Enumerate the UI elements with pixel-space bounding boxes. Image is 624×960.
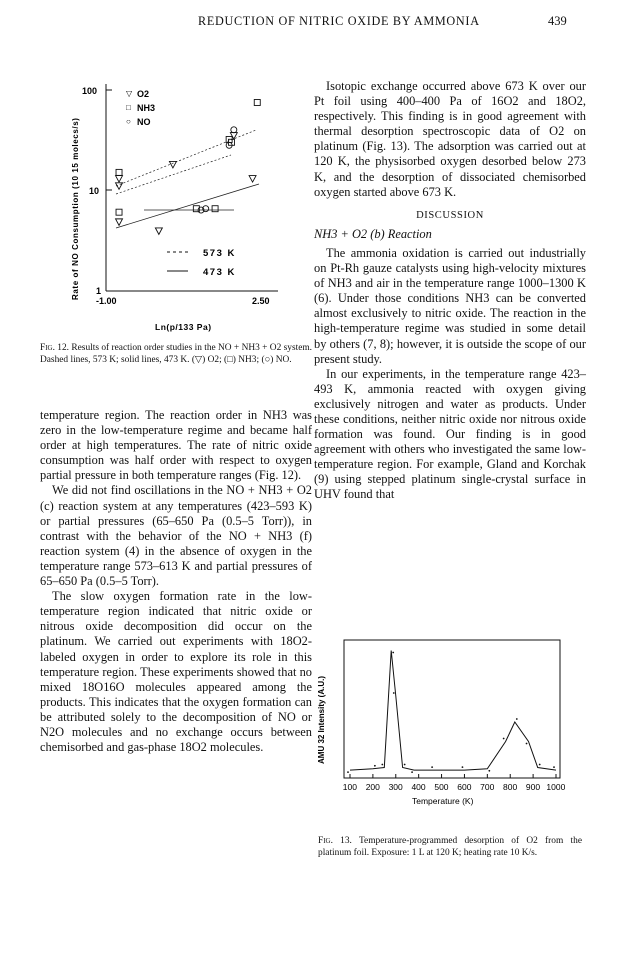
data-point-no [231,127,237,133]
data-point-o2 [249,176,256,183]
data-point-nh3 [116,209,122,215]
noise-point [381,764,383,766]
legend-no-label: NO [137,117,151,127]
x-tick-label: 500 [434,782,449,792]
plot-frame [344,640,560,778]
data-point-o2 [155,228,162,235]
noise-point [553,766,555,768]
tpd-curve [350,651,556,771]
noise-point [526,743,528,745]
x-tick-label: -1.00 [96,296,117,306]
right-column [314,79,586,503]
x-tick-label: 800 [503,782,518,792]
x-ticks [343,774,566,792]
figure-12-caption-label: Fig. 12. [40,343,70,353]
figure-12-caption-text: Results of reaction order studies in the NO + NH3 + O2 system. Dashed lines, 573 K; solid lines, 473 K. (▽) O2; (□) NH3; (○) NO. [40,343,312,365]
running-header [0,14,624,34]
tpd-points [347,652,555,773]
noise-point [539,764,541,766]
left-paragraph-3: The slow oxygen formation rate in the low-temperature region indicated that nitric oxide or nitrous oxide decomposition did occur on the platinum. We carried out experiments with 18O2-labeled oxygen in order to explore its role in this temperature region. These experiments showed that no mixed 18O16O molecules appeared among the products. This indicates that the oxygen formation can be attributed solely to the decomposition of NO or N2O molecules and no exchange occurs between chemisorbed and gas-phase 18O2 molecules. [40,589,312,755]
noise-point [462,766,464,768]
noise-point [488,770,490,772]
data-point-o2 [169,161,176,168]
y-tick-label: 100 [82,86,98,96]
noise-point [374,765,376,767]
data-point-nh3 [212,206,218,212]
y-tick-label: 10 [89,186,100,196]
right-paragraph-2: The ammonia oxidation is carried out industrially on Pt-Rh gauze catalysts using high-velocity mixtures of NH3 and air in the temperature range 1000–1300 K (6). Under those conditions NH3 can be converted almost exclusively to nitric oxide. The reaction in the high-temperature regime was studied in some detail by others (7, 8); however, it is outside the scope of our present study. [314,245,586,366]
x-tick-label: 700 [480,782,495,792]
running-title: REDUCTION OF NITRIC OXIDE BY AMMONIA [198,14,480,28]
noise-point [404,764,406,766]
noise-point [516,718,518,720]
left-paragraph-2: We did not find oscillations in the NO + NH3 + O2 (c) reaction system at any temperatures (423–593 K) or partial pressures (65–650 Pa (0.5–5 Torr)), in contrast with the behavior of the NO + NH3 (f) reaction system (4) in the absence of oxygen in the temperature range 573–613 K and partial pressures of 65–650 Pa (0.5–5 Torr). [40,483,312,589]
data-point-nh3 [116,169,122,175]
y-tick-label: 1 [96,286,102,296]
legend-473k-label: 473 K [203,267,236,278]
fit-line-573k-o2 [116,155,231,194]
section-heading-discussion: DISCUSSION [416,209,484,221]
x-tick-label: 400 [411,782,426,792]
legend-nh3-symbol: □ [126,103,131,112]
noise-point [411,771,413,773]
x-tick-label: 100 [342,782,357,792]
figure-13-caption-text: Temperature-programmed desorption of O2 from the platinum foil. Exposure: 1 L at 120 K; heating rate 10 K/s. [318,836,582,858]
x-tick-label: 900 [525,782,541,792]
x-tick-label: 2.50 [252,296,270,306]
figure-13-chart [310,634,592,810]
page-number: 439 [548,14,567,28]
figure-12-chart [56,72,318,340]
left-column [40,408,312,755]
legend-nh3-label: NH3 [137,103,156,113]
y-axis-label: AMU 32 Intensity (A.U.) [317,675,326,764]
subsection-heading: NH3 + O2 (b) Reaction [314,226,432,241]
x-tick-label: 600 [457,782,472,792]
noise-point [431,766,433,768]
x-tick-label: 200 [365,782,380,792]
noise-point [503,738,505,740]
x-tick-label: 300 [388,782,403,792]
x-axis-label: Temperature (K) [412,796,474,806]
noise-point [347,771,349,773]
noise-point [393,692,395,694]
figure-13-caption-label: Fig. 13. [318,836,352,846]
data-point-o2 [116,176,123,183]
legend-o2-label: O2 [137,89,150,99]
fit-line-573k-nh3 [116,130,256,186]
data-point-nh3 [254,99,260,105]
data-point-o2 [116,219,123,226]
figure-12-caption [40,343,312,366]
y-axis-label: Rate of NO Consumption (10 15 molecs/s) [71,117,80,300]
fit-line-473k-o2 [116,184,259,228]
right-paragraph-3: In our experiments, in the temperature range 423–493 K, ammonia reacted with oxygen giving exclusively nitrogen and water as products. Under these conditions, neither nitric oxide nor nitrous oxide formation was found. Our finding is in good agreement with others who investigated the same low-temperature region. For example, Gland and Korchak (9) using stepped platinum single-crystal surface in UHV found that [314,366,586,502]
right-paragraph-1: Isotopic exchange occurred above 673 K over our Pt foil using 400–400 Pa of 16O2 and 18O2, respectively. This finding is in good agreement with thermal desorption spectroscopic data of O2 on platinum (Fig. 13). The adsorption was carried out at 120 K, the physisorbed oxygen desorbed below 273 K, and the desorption of dissociated chemisorbed oxygen started above 673 K. [314,79,586,199]
x-axis-label: Ln(p/133 Pa) [155,322,212,332]
figure-13-caption [318,836,582,859]
left-paragraph-1: temperature region. The reaction order in NH3 was zero in the low-temperature regime and became half order at high temperatures. The rate of nitric oxide consumption was half order with respect to oxygen partial pressure in both temperature ranges (Fig. 12). [40,408,312,483]
legend-573k-label: 573 K [203,248,236,259]
legend-o2-symbol: ▽ [126,89,133,98]
noise-point [392,652,394,654]
x-tick-label: 1000 [546,782,566,792]
legend-no-symbol: ○ [126,117,131,126]
